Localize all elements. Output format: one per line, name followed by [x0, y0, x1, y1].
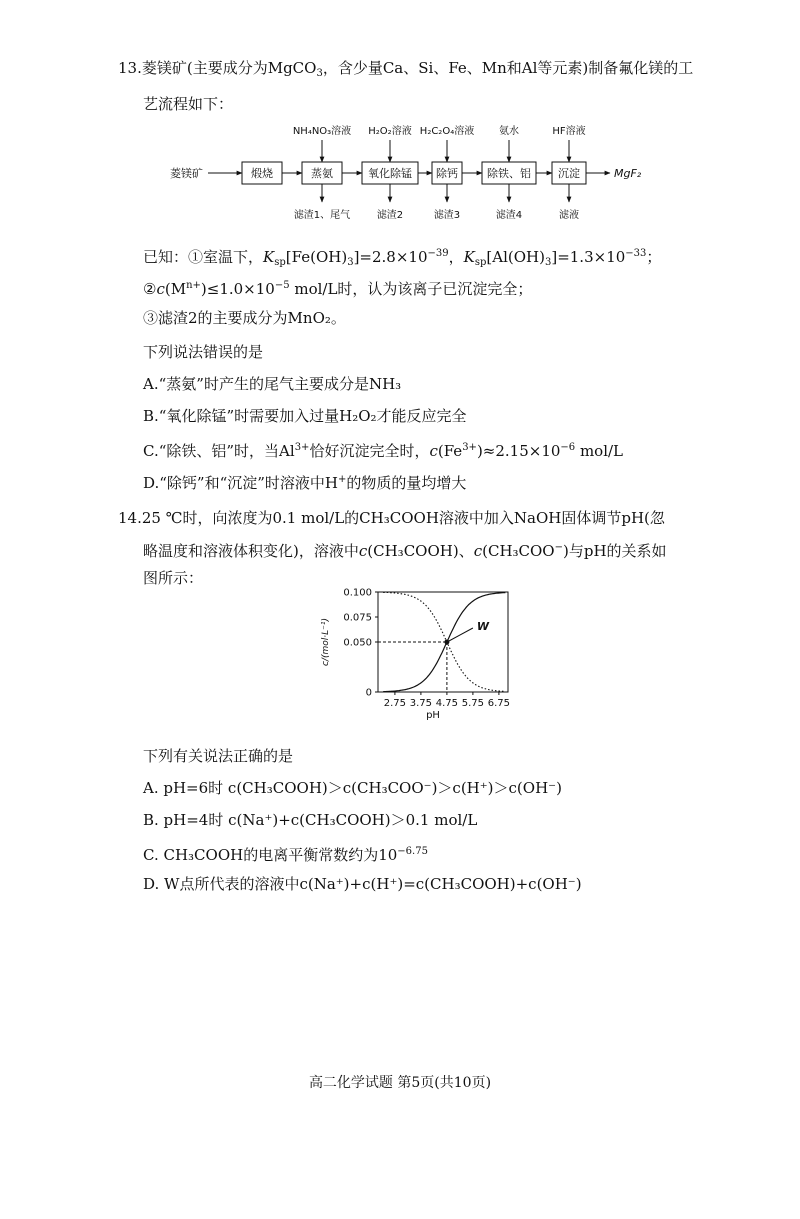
flow-output-label: 滤渣4 [495, 210, 523, 221]
x-tick-label: 6.75 [487, 698, 511, 709]
q14-option-a[interactable]: A. pH=6时 c(CH₃COOH)＞c(CH₃COO⁻)＞c(H⁺)＞c(OH⁻) [143, 779, 562, 797]
flow-step-label: 沉淀 [558, 167, 580, 180]
flow-start-label: 菱镁矿 [170, 167, 203, 180]
flow-step-label: 煅烧 [251, 167, 273, 180]
q13-option-a[interactable]: A.“蒸氨”时产生的尾气主要成分是NH₃ [143, 375, 402, 393]
x-axis-label: pH [426, 710, 440, 721]
flow-reagent-label: NH₄NO₃溶液 [292, 126, 352, 137]
x-tick-label: 2.75 [383, 698, 407, 709]
flow-end-label: MgF₂ [614, 167, 642, 180]
flow-output-label: 滤渣1、尾气 [293, 210, 351, 221]
q14-number: 14. [118, 509, 142, 527]
q13-line2: 艺流程如下： [143, 95, 234, 113]
flow-reagent-label: H₂C₂O₄溶液 [419, 126, 475, 137]
q14-option-b[interactable]: B. pH=4时 c(Na⁺)+c(CH₃COOH)＞0.1 mol/L [143, 811, 478, 829]
q13-line1: 13.菱镁矿(主要成分为MgCO$_3$，含少量Ca、Si、Fe、Mn和Al等元素)制备氟化镁的工 [118, 59, 694, 79]
q14-option-d[interactable]: D. W点所代表的溶液中c(Na⁺)+c(H⁺)=c(CH₃COOH)+c(OH⁻) [143, 875, 582, 893]
q14-line1: 14.25 ℃时，向浓度为0.1 mol/L的CH₃COOH溶液中加入NaOH固体调节pH(忽 [118, 509, 665, 527]
w-point-label: W [476, 620, 490, 633]
q14-question: 下列有关说法正确的是 [143, 747, 294, 765]
q13-known2: $②c(M^{n+})\le 1.0\times 10^{-5}$ mol/L时，认为该离子已沉淀完全； [143, 280, 533, 298]
flow-step-label: 氧化除锰 [368, 167, 412, 180]
w-point [444, 640, 449, 645]
y-tick-label: 0 [365, 687, 372, 699]
q13-number: 13. [118, 59, 142, 77]
x-tick-label: 3.75 [409, 698, 433, 709]
q13-option-b[interactable]: B.“氧化除锰”时需要加入过量H₂O₂才能反应完全 [143, 407, 467, 425]
y-tick-label: 0.075 [343, 612, 372, 624]
q13-option-c[interactable]: C.“除铁、铝”时，当$Al^{3+}$恰好沉淀完全时，$c(Fe^{3+})\approx 2.15\times 10^{-6}$ mol/L [143, 442, 624, 460]
process-flow-diagram [170, 118, 650, 228]
q14-line2: 略温度和溶液体积变化)，溶液中c(CH₃COOH)、c(CH₃COO−)与pH的关系如 [143, 542, 667, 560]
y-axis-label: c/(mol·L⁻¹) [321, 617, 331, 667]
flow-output-label: 滤渣2 [376, 210, 404, 221]
x-tick-label: 5.75 [461, 698, 485, 709]
flow-reagent-label: HF溶液 [552, 126, 586, 137]
flow-reagent-label: H₂O₂溶液 [368, 126, 412, 137]
flow-reagent-label: 氨水 [499, 126, 519, 137]
x-tick-label: 4.75 [435, 698, 459, 709]
q13-known1: 已知：①室温下，$K_{sp}[Fe(OH)_3]=2.8\times 10^{-39}$，$K_{sp}[Al(OH)_3]=1.3\times 10^{-33}$； [143, 248, 662, 268]
y-tick-label: 0.100 [343, 587, 372, 599]
concentration-ph-chart [300, 580, 530, 730]
page-footer: 高二化学试题 第5页(共10页) [308, 1075, 492, 1091]
flow-step-label: 蒸氨 [311, 167, 333, 180]
q14-option-c[interactable]: C. CH₃COOH的电离平衡常数约为$10^{-6.75}$ [143, 846, 428, 864]
flow-step-label: 除铁、铝 [487, 167, 531, 180]
flow-output-label: 滤渣3 [433, 210, 461, 221]
q13-known3: ③滤渣2的主要成分为MnO₂。 [143, 309, 346, 327]
q14-line3: 图所示： [143, 569, 204, 587]
q13-question: 下列说法错误的是 [143, 343, 264, 361]
q13-option-d[interactable]: D.“除钙”和“沉淀”时溶液中H+的物质的量均增大 [143, 474, 467, 492]
y-tick-label: 0.050 [343, 637, 372, 649]
flow-output-label: 滤液 [559, 210, 579, 221]
flow-step-label: 除钙 [436, 167, 458, 180]
